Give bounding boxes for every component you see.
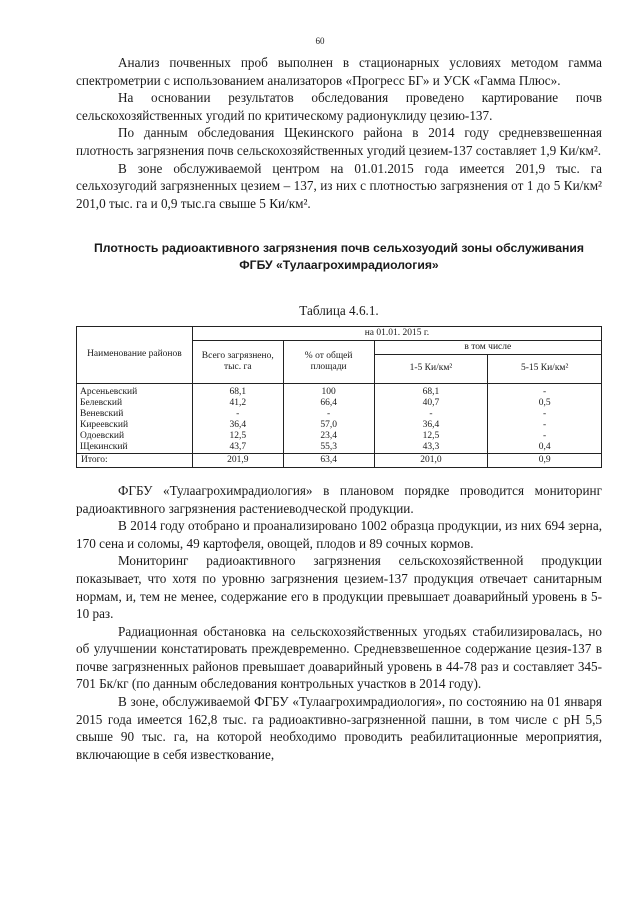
section-heading: Плотность радиоактивного загрязнения почв сельхозуодий зоны обслуживания ФГБУ «Тулаагрохимрадиология»: [94, 241, 584, 273]
header-range-5-15: 5-15 Ки/км²: [488, 354, 602, 383]
table-caption: Таблица 4.6.1.: [299, 303, 379, 319]
header-including: в том числе: [374, 340, 601, 354]
header-date: на 01.01. 2015 г.: [192, 326, 601, 340]
paragraph: По данным обследования Щекинского района в 2014 году средневзвешенная плотность загрязнения почв сельскохозяйственных угодий цезием-137 составляет 1,9 Ки/км².: [76, 125, 602, 158]
region-cell: Белевский: [77, 398, 193, 409]
range2-cell: -: [488, 420, 602, 431]
range1-cell: 43,3: [374, 442, 488, 454]
total-range2-cell: 0,9: [488, 453, 602, 467]
paragraph: В зоне, обслуживаемой ФГБУ «Тулаагрохимрадиология», по состоянию на 01 января 2015 года имеется 162,8 тыс. га радиоактивно-загрязненной пашни, в том числе с рН 5,5 свыше 90 тыс. га, на которой необходимо проводить реабилитационные мероприятия, включающие в себя известкование,: [76, 694, 602, 762]
paragraph: В 2014 году отобрано и проанализировано 1002 образца продукции, из них 694 зерна, 170 сена и соломы, 49 картофеля, овощей, плодов и 89 сочных кормов.: [76, 518, 602, 551]
total-area-cell: -: [192, 409, 283, 420]
total-range1-cell: 201,0: [374, 453, 488, 467]
percent-cell: 23,4: [283, 431, 374, 442]
percent-cell: 55,3: [283, 442, 374, 454]
total-percent-cell: 63,4: [283, 453, 374, 467]
contamination-table: [76, 326, 602, 468]
paragraph: Радиационная обстановка на сельскохозяйственных угодьях стабилизировалась, но об улучшении констатировать преждевременно. Средневзвешенное содержание цезия-137 в почве загрязненных районов превышает доаварийный уровень в 44-78 раз и составляет 345-701 Бк/кг (по данным обследования контрольных участков в 2014 году).: [76, 623, 602, 692]
table-row: [77, 431, 602, 442]
total-area-cell: 68,1: [192, 383, 283, 398]
document-body: [76, 54, 602, 763]
percent-cell: 57,0: [283, 420, 374, 431]
total-row: [77, 453, 602, 467]
percent-cell: 100: [283, 383, 374, 398]
total-label: Итого:: [77, 453, 193, 467]
paragraph: ФГБУ «Тулаагрохимрадиология» в плановом порядке проводится мониторинг радиоактивного загрязнения растениеводческой продукции.: [76, 482, 602, 516]
range2-cell: 0,4: [488, 442, 602, 454]
table-row: [77, 442, 602, 454]
total-area-cell: 12,5: [192, 431, 283, 442]
paragraph: В зоне обслуживаемой центром на 01.01.2015 года имеется 201,9 тыс. га сельхозугодий загрязненных цезием – 137, из них с плотностью загрязнения от 1 до 5 Ки/км² 201,0 тыс. га и 0,9 тыс.га свыше 5 Ки/км².: [76, 160, 602, 211]
range2-cell: -: [488, 431, 602, 442]
range1-cell: 12,5: [374, 431, 488, 442]
header-region: Наименование районов: [77, 326, 193, 383]
range1-cell: 36,4: [374, 420, 488, 431]
total-cell: 201,9: [192, 453, 283, 467]
total-area-cell: 41,2: [192, 398, 283, 409]
table-row: [77, 420, 602, 431]
percent-cell: 66,4: [283, 398, 374, 409]
range2-cell: 0,5: [488, 398, 602, 409]
region-cell: Веневский: [77, 409, 193, 420]
header-range-1-5: 1-5 Ки/км²: [374, 354, 488, 383]
table-row: [77, 409, 602, 420]
range2-cell: -: [488, 383, 602, 398]
region-cell: Одоевский: [77, 431, 193, 442]
range1-cell: 68,1: [374, 383, 488, 398]
table-row: [77, 398, 602, 409]
region-cell: Щекинский: [77, 442, 193, 454]
paragraph: Мониторинг радиоактивного загрязнения сельскохозяйственной продукции показывает, что хотя по уровню загрязнения цезием-137 продукция отвечает санитарным нормам, и, тем не менее, содержание его в продукции превышает доаварийный уровень в 5-10 раз.: [76, 553, 602, 622]
region-cell: Арсеньевский: [77, 383, 193, 398]
total-area-cell: 36,4: [192, 420, 283, 431]
page-number: 60: [315, 36, 325, 46]
table-body: [77, 383, 602, 453]
header-total: Всего загрязнено, тыс. га: [192, 340, 283, 383]
region-cell: Киреевский: [77, 420, 193, 431]
percent-cell: -: [283, 409, 374, 420]
table-row: [77, 383, 602, 398]
range1-cell: -: [374, 409, 488, 420]
total-area-cell: 43,7: [192, 442, 283, 454]
paragraph: На основании результатов обследования проведено картирование почв сельскохозяйственных угодий по критическому радионуклиду цезию-137.: [76, 90, 602, 123]
range2-cell: -: [488, 409, 602, 420]
paragraph: Анализ почвенных проб выполнен в стационарных условиях методом гамма спектрометрии с использованием анализаторов «Прогресс БГ» и УСК «Гамма Плюс».: [76, 55, 602, 88]
header-percent: % от общей площади: [283, 340, 374, 383]
range1-cell: 40,7: [374, 398, 488, 409]
